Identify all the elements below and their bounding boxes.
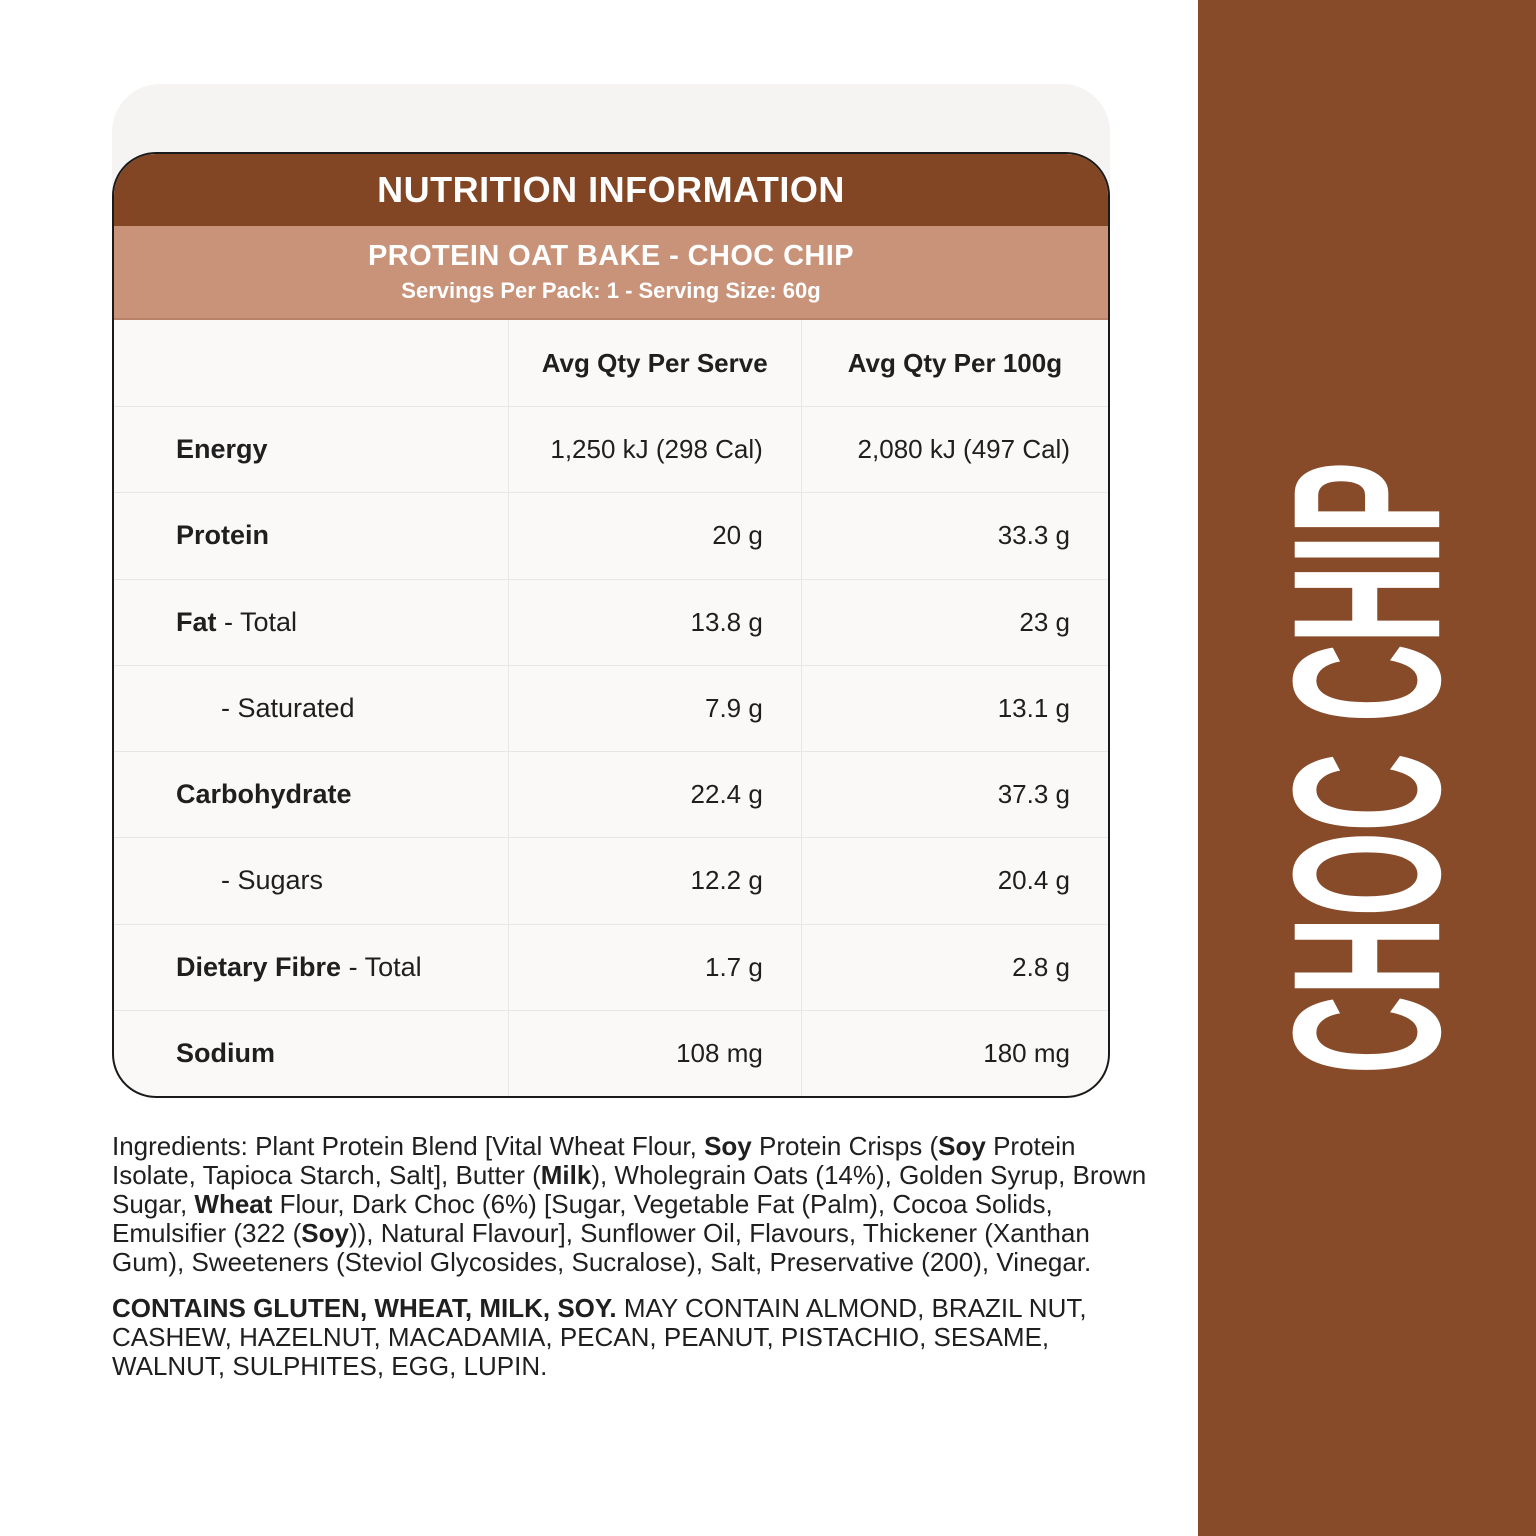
row-value-100g: 2,080 kJ (497 Cal) bbox=[801, 407, 1108, 492]
table-row bbox=[114, 492, 1108, 578]
table-header-row bbox=[114, 320, 1108, 406]
col-header-100g: Avg Qty Per 100g bbox=[847, 347, 1063, 378]
table-row bbox=[114, 837, 1108, 923]
row-label: - Sugars bbox=[221, 865, 324, 896]
serving-info: Servings Per Pack: 1 - Serving Size: 60g bbox=[401, 278, 821, 303]
nutrition-table bbox=[114, 320, 1108, 1096]
flavor-sidebar bbox=[1198, 0, 1536, 1536]
row-value-100g: 2.8 g bbox=[801, 925, 1108, 1010]
col-header-blank bbox=[114, 320, 508, 406]
row-value-serve: 20 g bbox=[508, 493, 801, 578]
row-value-serve: 12.2 g bbox=[508, 838, 801, 923]
table-row bbox=[114, 924, 1108, 1010]
product-bar bbox=[114, 226, 1108, 320]
flavor-vertical-text: CHOC CHIP bbox=[1249, 461, 1485, 1075]
row-label: Energy bbox=[176, 434, 268, 465]
table-row bbox=[114, 406, 1108, 492]
row-label: - Saturated bbox=[221, 692, 355, 723]
row-value-serve: 13.8 g bbox=[508, 580, 801, 665]
row-value-100g: 20.4 g bbox=[801, 838, 1108, 923]
table-row bbox=[114, 579, 1108, 665]
allergens-paragraph: CONTAINS GLUTEN, WHEAT, MILK, SOY. MAY CONTAIN ALMOND, BRAZIL NUT, CASHEW, HAZELNUT, MACADAMIA, PECAN, PEANUT, PISTACHIO, SESAME, WALNUT, SULPHITES, EGG, LUPIN. bbox=[112, 1293, 1087, 1381]
row-value-serve: 108 mg bbox=[508, 1011, 801, 1096]
row-value-100g: 180 mg bbox=[801, 1011, 1108, 1096]
row-label: Protein bbox=[176, 520, 270, 551]
row-label: Carbohydrate bbox=[176, 779, 352, 810]
ingredients-paragraph: Ingredients: Plant Protein Blend [Vital Wheat Flour, Soy Protein Crisps (Soy Protein Isolate, Tapioca Starch, Salt], Butter (Milk), Wholegrain Oats (14%), Golden Syrup, Brown Sugar, Wheat Flour, Dark Choc (6%) [Sugar, Vegetable Fat (Palm), Cocoa Solids, Emulsifier (322 (Soy)), Natural Flavour], Sunflower Oil, Flavours, Thickener (Xanthan Gum), Sweeteners (Steviol Glycosides, Sucralose), Salt, Preservative (200), Vinegar. bbox=[112, 1131, 1147, 1277]
table-row bbox=[114, 751, 1108, 837]
row-value-serve: 7.9 g bbox=[508, 666, 801, 751]
row-value-100g: 13.1 g bbox=[801, 666, 1108, 751]
card-title-bar bbox=[114, 154, 1108, 226]
row-value-serve: 1,250 kJ (298 Cal) bbox=[508, 407, 801, 492]
row-label: Sodium bbox=[176, 1037, 275, 1068]
card-title: NUTRITION INFORMATION bbox=[377, 169, 845, 210]
info-paragraphs bbox=[112, 1132, 1152, 1381]
nutrition-card bbox=[112, 152, 1110, 1098]
row-value-serve: 22.4 g bbox=[508, 752, 801, 837]
row-value-100g: 23 g bbox=[801, 580, 1108, 665]
table-row bbox=[114, 665, 1108, 751]
row-label: Dietary Fibre - Total bbox=[176, 951, 422, 982]
table-row bbox=[114, 1010, 1108, 1096]
product-name: PROTEIN OAT BAKE - CHOC CHIP bbox=[368, 240, 854, 272]
row-value-100g: 33.3 g bbox=[801, 493, 1108, 578]
col-header-serve: Avg Qty Per Serve bbox=[541, 347, 768, 378]
row-value-serve: 1.7 g bbox=[508, 925, 801, 1010]
row-label: Fat - Total bbox=[176, 606, 298, 637]
row-value-100g: 37.3 g bbox=[801, 752, 1108, 837]
